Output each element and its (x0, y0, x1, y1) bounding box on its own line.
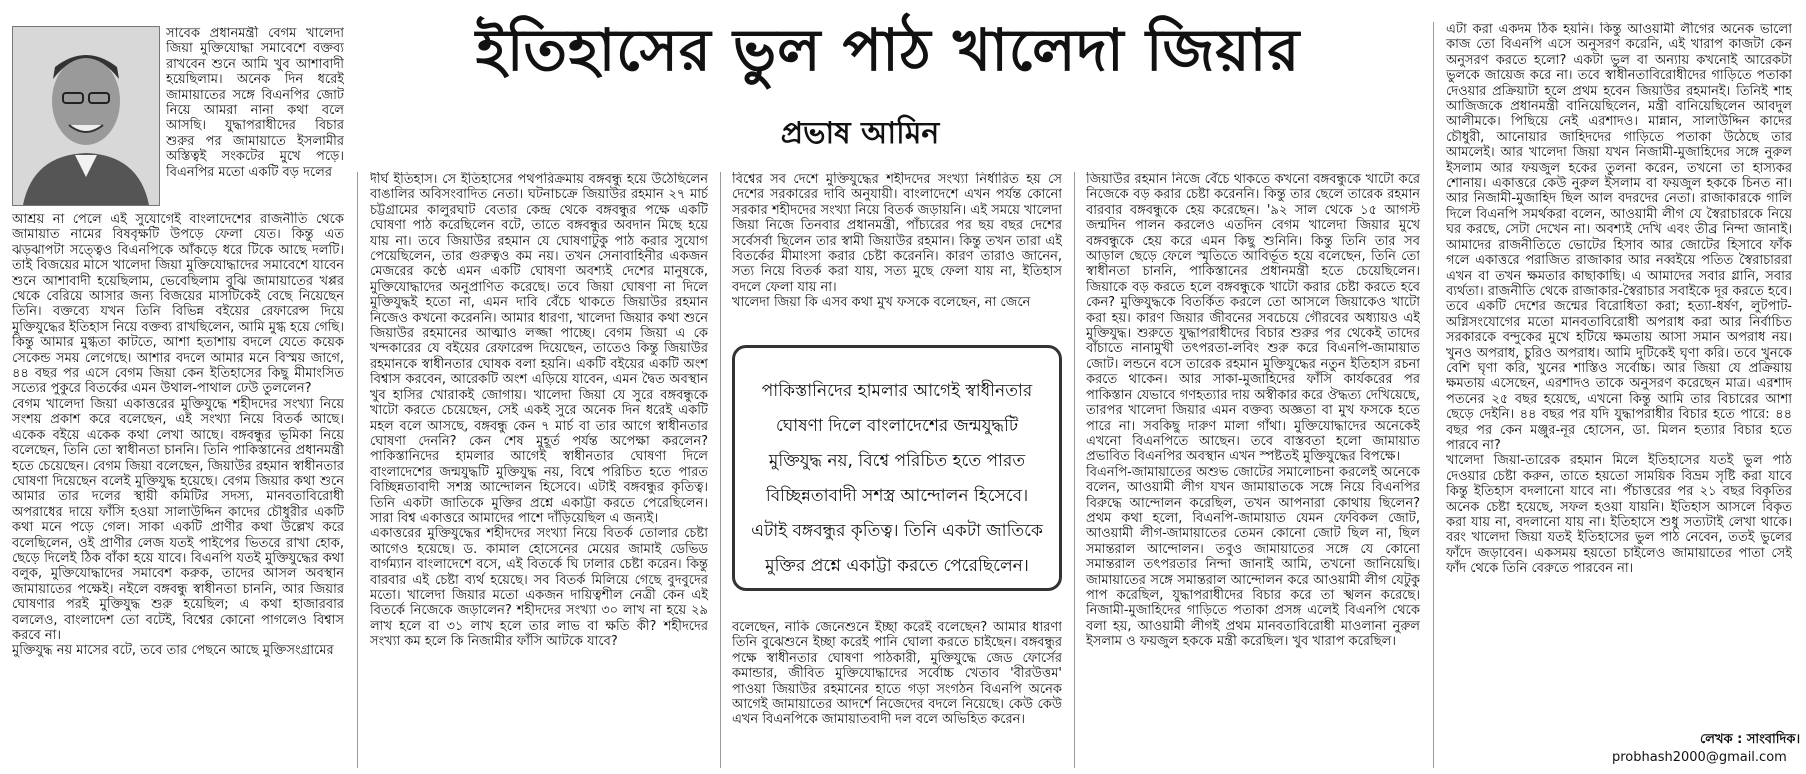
column-5 (1446, 22, 1792, 724)
author-note: লেখক : সাংবাদিক। (1700, 732, 1801, 747)
column-divider (720, 172, 721, 768)
byline: প্রভাষ আমিন (780, 116, 940, 151)
column-4 (1086, 172, 1420, 768)
column-divider (1433, 22, 1434, 768)
column-1-beside-photo (166, 26, 344, 208)
column-text: সাবেক প্রধানমন্ত্রী বেগম খালেদা জিয়া মুক্তিযোদ্ধা সমাবেশে বক্তব্য রাখবেন শুনে আমি খুব আশাবাদী হয়েছিলাম। অনেক দিন ধরেই জামায়াতের সঙ্গে বিএনপির জোট নিয়ে আমরা নানা কথা বলে আসছি। যুদ্ধাপরাধীদের বিচার শুরুর পর জামায়াতে ইসলামীর অস্তিত্বই সংকটের মুখে পড়ে। বিএনপির মতো একটি বড় দলের (166, 26, 344, 180)
column-divider (357, 172, 358, 768)
column-text: দীর্ঘ ইতিহাস। সে ইতিহাসের পথপরিক্রমায় বঙ্গবন্ধু হয়ে উঠেছিলেন বাঙালির অবিসংবাদিত নেতা। ঘটনাচক্রে জিয়াউর রহমান ২৭ মার্চ চট্টগ্রামের কালুরঘাট বেতার কেন্দ্র থেকে বঙ্গবন্ধুর পক্ষে একটি ঘোষণা পাঠ করেছিলেন বটে, তাতে বঙ্গবন্ধুর অবদান মিছে হয়ে যায় না। তবে জিয়াউর রহমান যে ঘোষণাটুকু পাঠ করার সুযোগ পেয়েছিলেন, তার গুরুত্বও কম নয়। তখন সেনাবাহিনীর একজন মেজরের কণ্ঠে এমন একটি ঘোষণা অবশ্যই দেশের মানুষকে, মুক্তিযোদ্ধাদের অনুপ্রাণিত করেছে। তবে জিয়া ঘোষণা না দিলে মুক্তিযুদ্ধই হতো না, এমন দাবি বেঁচে থাকতে জিয়াউর রহমান নিজেও কখনো করেননি। আমার ধারণা, খালেদা জিয়ার কথা শুনে জিয়াউর রহমানের আত্মাও লজ্জা পাচ্ছে। বেগম জিয়া এ কে খন্দকারের যে বইয়ের রেফারেন্স দিয়েছেন, তাতেও কিন্তু জিয়াউর রহমানকে স্বাধীনতার ঘোষক বলা হয়নি। একটি বইয়ের একটি অংশ বিশ্বাস করবেন, আরেকটি অংশ এড়িয়ে যাবেন, এমন দ্বৈত অবস্থান খুব হাসির খোরাকই জোগায়। খালেদা জিয়া যে সুরে বঙ্গবন্ধুকে খাটো করতে চেয়েছেন, সেই একই সুরে অনেক দিন ধরেই একটি মহল বলে আসছে, বঙ্গবন্ধু কেন ৭ মার্চ বা তার আগে স্বাধীনতার ঘোষণা দেননি? কেন শেষ মুহূর্ত পর্যন্ত অপেক্ষা করলেন? পাকিস্তানিদের হামলার আগেই স্বাধীনতার ঘোষণা দিলে বাংলাদেশের জন্মযুদ্ধটি মুক্তিযুদ্ধ নয়, বিশ্বে পরিচিত হতে পারত বিচ্ছিন্নতাবাদী সশস্ত্র আন্দোলন হিসেবে। এটাই বঙ্গবন্ধুর কৃতিত্ব। তিনি একটা জাতিকে মুক্তির প্রশ্নে একাট্টা করতে পেরেছিলেন। সারা বিশ্ব একাত্তরে আমাদের পাশে দাঁড়িয়েছিল এ জন্যই। একাত্তরের মুক্তিযুদ্ধের শহীদদের সংখ্যা নিয়ে বিতর্ক তোলার চেষ্টা আগেও হয়েছে। ড. কামাল হোসেনের মেয়ের জামাই ডেভিড বার্গম্যান বাংলাদেশে বসে, এই বিতর্কে ঘি ঢালার চেষ্টা করেন। কিন্তু বারবার এই চেষ্টা ব্যর্থ হয়েছে। সব বিতর্ক মিলিয়ে গেছে বুদবুদের মতো। খালেদা জিয়ার মতো একজন দায়িত্বশীল নেত্রী কেন এই বিতর্কে নিজেকে জড়ালেন? শহীদদের সংখ্যা ৩০ লাখ না হয়ে ২৯ লাখ হলে বা ৩১ লাখ হলে তার লাভ বা ক্ষতি কী? শহীদদের সংখ্যা কম হলে কি নিজামীর ফাঁসি আটকে যাবে? (370, 172, 708, 650)
column-text: বিশ্বের সব দেশে মুক্তিযুদ্ধের শহীদদের সংখ্যা নির্ধারিত হয় সে দেশের সরকারের দাবি অনুযায়ী। বাংলাদেশে এখন পর্যন্ত কোনো সরকার শহীদদের সংখ্যা নিয়ে বিতর্ক জড়ায়নি। এই সময়ে খালেদা জিয়া নিজে তিনবার প্রধানমন্ত্রী, পাঁচ্যরের পর ছয় বছর দেশের সর্বেসর্বা ছিলেন তার স্বামী জিয়াউর রহমান। কিন্তু তখন তারা এই বিতর্কের মীমাংসা করার চেষ্টা করেননি। কারণ তারাও জানেন, সত্য নিয়ে বিতর্ক করা যায়, সত্য মুছে ফেলা যায় না, ইতিহাস বদলে ফেলা যায় না। খালেদা জিয়া কি এসব কথা মুখ ফসকে বলেছেন, না জেনে (732, 172, 1062, 311)
column-text: জিয়াউর রহমান নিজে বেঁচে থাকতে কখনো বঙ্গবন্ধুকে খাটো করে নিজেকে বড় করার চেষ্টা করেননি। কিন্তু তার ছেলে তারেক রহমান বারবার বঙ্গবন্ধুকে হেয় করেছেন। '৯২ সাল থেকে ১৫ আগস্ট জন্মদিন পালন করলেও এতদিন বেগম খালেদা জিয়ার মুখে বঙ্গবন্ধুকে হেয় করে এমন কিছু শুনিনি। কিন্তু তিনি তার সব আড়াল ছেড়ে ফেলে স্মৃতিতে আবির্ভূত হয়ে বলেছেন, তিনি তো স্বাধীনতা চাননি, পাকিস্তানের প্রধানমন্ত্রী হতে চেয়েছিলেন। জিয়াকে বড় করতে হলে বঙ্গবন্ধুকে খাটো করার চেষ্টা করতে হবে কেন? মুক্তিযুদ্ধকে বিতর্কিত করলে তো আসলে জিয়াকেও খাটো করা হয়। কারণ জিয়ার জীবনের সবচেয়ে গৌরবের অধ্যায়ও এই মুক্তিযুদ্ধ। শুরুতে যুদ্ধাপরাধীদের বিচার শুরুর পর থেকেই তাদের বাঁচাতে নানামুখী তৎপরতা-লবিং শুরু করে বিএনপি-জামায়াত জোট। লন্ডনে বসে তারেক রহমান মুক্তিযুদ্ধের নতুন ইতিহাস রচনা করতে থাকেন। আর সাকা-মুজাহিদের ফাঁসি কার্যকরের পর পাকিস্তান যেভাবে গণহত্যার দায় অস্বীকার করে ঔদ্ধত্য দেখিয়েছে, তারপর খালেদা জিয়ার এমন বক্তব্য অজ্ঞতা বা মুখ ফসকে হতে পারে না। সবকিছু দারুণ মালা গাঁথা। মুক্তিযোদ্ধাদের অনেকেই এখনো বিএনপিতে আছেন। তবে বাস্তবতা হলো জামায়াত প্রভাবিত বিএনপির অবস্থান এখন স্পষ্টতই মুক্তিযুদ্ধের বিপক্ষে। বিএনপি-জামায়াতের অশুভ জোটের সমালোচনা করলেই অনেকে বলেন, আওয়ামী লীগ যখন জামায়াতকে সঙ্গে নিয়ে বিএনপির বিরুদ্ধে আন্দোলন করেছিল, তখন আপনারা কোথায় ছিলেন? প্রথম কথা হলো, বিএনপি-জামায়াত যেমন ফেবিকল জোট, আওয়ামী লীগ-জামায়াতের তেমন কোনো জোট ছিল না, ছিল সমান্তরাল আন্দোলন। তবুও জামায়াতের সঙ্গে যে কোনো সমান্তরাল তৎপরতার নিন্দা জানাই আমি, তখনো জানিয়েছি। জামায়াতের সঙ্গে সমান্তরাল আন্দোলন করে আওয়ামী লীগ যেটুকু পাপ করেছিল, যুদ্ধাপরাধীদের বিচার করে তা স্খলন করেছে। নিজামী-মুজাহিদের গাড়িতে পতাকা প্রসঙ্গ এলেই বিএনপি থেকে বলা হয়, আওয়ামী লীগই প্রথম মানবতাবিরোধী মাওলানা নুরুল ইসলাম ও ফয়জুল হককে মন্ত্রী করেছিল। খুব খারাপ করেছিল। (1086, 172, 1420, 650)
column-1 (12, 212, 344, 768)
column-2 (370, 172, 708, 768)
column-3-top (732, 172, 1062, 338)
author-photo (12, 26, 160, 206)
column-text: আশ্রয় না পেলে এই সুযোগেই বাংলাদেশের রাজনীতি থেকে জামায়াত নামের বিষবৃক্ষটি উপড়ে ফেলা যেত। কিন্তু এত ঝড়ঝাপটা সত্ত্বেও বিএনপিকে আঁকড়ে ধরে টিকে আছে দলটি। তাই বিজয়ের মাসে খালেদা জিয়া মুক্তিযোদ্ধাদের সমাবেশে যাবেন শুনে আশাবাদী হয়েছিলাম, ভেবেছিলাম বুঝি জামায়াতের খপ্পর থেকে বেরিয়ে আসার জন্য বিজয়ের মাসটিকেই বেছে নিয়েছেন তিনি। বক্তব্যে যখন তিনি বিভিন্ন বইয়ের রেফারেন্স দিয়ে মুক্তিযুদ্ধের ইতিহাস নিয়ে বক্তব্য রাখছিলেন, আমি মুগ্ধ হয়ে গেছি। কিন্তু আমার মুগ্ধতা কাটতে, আশা হতাশায় বদলে যেতে কয়েক সেকেন্ড সময় লেগেছে। আশার বদলে আমার মনে বিস্ময় জাগে, ৪৪ বছর পর এসে বেগম জিয়া কেন ইতিহাসের কিছু মীমাংসিত সত্যের পুকুরে বিতর্কের এমন উথাল-পাথাল ঢেউ তুললেন? বেগম খালেদা জিয়া একাত্তরের মুক্তিযুদ্ধে শহীদদের সংখ্যা নিয়ে সংশয় প্রকাশ করে বলেছেন, এই সংখ্যা নিয়ে বিতর্ক আছে। একেক বইয়ে একেক কথা লেখা আছে। বঙ্গবন্ধুর ভূমিকা নিয়ে বলেছেন, তিনি তো স্বাধীনতা চাননি। তিনি পাকিস্তানের প্রধানমন্ত্রী হতে চেয়েছেন। বেগম জিয়া বলেছেন, জিয়াউর রহমান স্বাধীনতার ঘোষণা দিয়েছেন বলেই মুক্তিযুদ্ধ হয়েছে। বেগম জিয়ার কথা শুনে আমার তার দলের স্থায়ী কমিটির সদস্য, মানবতাবিরোধী অপরাধের দায়ে ফাঁসি হওয়া সালাউদ্দিন কাদের চৌধুরীর একটি কথা মনে পড়ে গেল। সাকা একটি প্রাণীর কথা উল্লেখ করে বলেছিলেন, ওই প্রাণীর লেজ যতই পাইপের ভিতরে রাখা হোক, ছেড়ে দিলেই ঠিক বাঁকা হয়ে যাবে। বিএনপি যতই মুক্তিযুদ্ধের কথা বলুক, মুক্তিযোদ্ধাদের সমাবেশ করুক, তাদের আসল অবস্থান জামায়াতের পক্ষেই। নইলে বঙ্গবন্ধু স্বাধীনতা চাননি, আর জিয়ার ঘোষণার পরই মুক্তিযুদ্ধ শুরু হয়েছিল; এ কথা হাজারবার বললেও, বাংলাদেশ তো বটেই, বিশ্বের কোনো পাগলেও বিশ্বাস করবে না। মুক্তিযুদ্ধ নয় মাসের বটে, তবে তার পেছনে আছে মুক্তিসংগ্রামের (12, 212, 344, 659)
column-text: এটা করা একদম ঠিক হয়নি। কিন্তু আওয়ামী লীগের অনেক ভালো কাজ তো বিএনপি এসে অনুসরণ করেনি, এই খারাপ কাজটা কেন অনুসরণ করতে হলো? একটা ভুল বা অন্যায় কখনোই আরেকটা ভুলকে জায়েজ করে না। তবে স্বাধীনতাবিরোধীদের গাড়িতে পতাকা দেওয়ার প্রক্রিয়াটা হলে প্রথম হবেন জিয়াউর রহমানই। তিনিই শাহ আজিজকে প্রধানমন্ত্রী বানিয়েছিলেন, মন্ত্রী বানিয়েছিলেন আবদুল আলীমকে। পিছিয়ে নেই এরশাদও। মান্নান, সালাউদ্দিন কাদের চৌধুরী, আনোয়ার জাহিদদের গাড়িতে পতাকা উঠেছে তার আমলেই। আর খালেদা জিয়া যখন নিজামী-মুজাহিদের সঙ্গে নুরুল ইসলাম আর ফয়জুল হকের তুলনা করেন, তখনো তা হাস্যকর শোনায়। একাত্তরে কেউ নুরুল ইসলাম বা ফয়জুল হককে চিনত না। আর নিজামী-মুজাহিদ ছিল আল বদরদের নেতা। রাজাকারকে গালি দিলে বিএনপি সমর্থকরা বলেন, আওয়ামী লীগ যে স্বৈরাচারকে নিয়ে ঘর করছে, সেটা দেখেন না। অবশ্যই দেখি এবং তীব্র নিন্দা জানাই। আমাদের রাজনীতিতে ভোটের হিসাব আর জোটের হিসাবে ফাঁক গলে একাত্তরে পরাজিত রাজাকার আর নব্বইয়ে পতিত স্বৈরাচাররা এখন বা তখন ক্ষমতার কাছাকাছি। এ আমাদের সবার গ্লানি, সবার ব্যর্থতা। রাজনীতি থেকে রাজাকার-স্বৈরাচার সবাইকে দূর করতে হবে। তবে একটি দেশের জন্মের বিরোধিতা করা; হত্যা-ধর্ষণ, লুটপাট-অগ্নিসংযোগের মতো মানবতাবিরোধী অপরাধ করা আর নির্বাচিত সরকারকে বন্দুকের মুখে হটিয়ে ক্ষমতায় আসা সমান অপরাধ নয়। খুনও অপরাধ, চুরিও অপরাধ। আমি দুটিকেই ঘৃণা করি। তবে খুনকে বেশি ঘৃণা করি, খুনের শাস্তিও সর্বোচ্চ। আর জিয়া যে প্রক্রিয়ায় ক্ষমতায় এসেছেন, এরশাদও তাকে অনুসরণ করেছেন মাত্র। এরশাদ পতনের ২৫ বছর হয়েছে, এখনো কিন্তু আমি তার বিচারের আশা ছেড়ে দেইনি। ৪৪ বছর পর যদি যুদ্ধাপরাধীর বিচার হতে পারে: ৪৪ বছর পর কেন মঞ্জুর-নূর হোসেন, ডা. মিলন হত্যার বিচার হতে পারবে না? খালেদা জিয়া-তারেক রহমান মিলে ইতিহাসের যতই ভুল পাঠ দেওয়ার চেষ্টা করুন, তাতে হয়তো সাময়িক বিভ্রম সৃষ্টি করা যাবে কিন্তু ইতিহাস বদলানো যাবে না। পঁচাত্তরের পর ২১ বছর বিকৃতির অনেক চেষ্টা হয়েছে, সফল হওয়া যায়নি। ইতিহাস আসলে বিকৃত করা যায় না, বদলানো যায় না। ইতিহাসে শুধু সত্যটাই লেখা থাকে। বরং খালেদা জিয়া যতই ইতিহাসের ভুল পাঠ নেবেন, ততই ভুলের ফাঁদে জড়াবেন। একসময় হয়তো চাইলেও জামায়াতের পাতা সেই ফাঁদ থেকে তিনি বেরুতে পারবেন না। (1446, 22, 1792, 577)
headline: ইতিহাসের ভুল পাঠ খালেদা জিয়ার (475, 16, 1301, 84)
pull-quote (732, 345, 1062, 591)
column-text: বলেছেন, নাকি জেনেশুনে ইচ্ছা করেই বলেছেন? আমার ধারণা তিনি বুঝেশুনে ইচ্ছা করেই পানি ঘোলা করতে চাইছেন। বঙ্গবন্ধুর পক্ষে স্বাধীনতার ঘোষণা পাঠকারী, মুক্তিযুদ্ধে জেড ফোর্সের কমান্ডার, জীবিত মুক্তিযোদ্ধাদের সর্বোচ্চ খেতাব 'বীরউত্তম' পাওয়া জিয়াউর রহমানের হাতে গড়া সংগঠন বিএনপি অনেক আগেই জামায়াতের আদর্শে নিজেদের বদলে নিয়েছে। কেউ কেউ এখন বিএনপিকে জামায়াতবাদী দল বলে অভিহিত করেন। (732, 620, 1062, 728)
author-email: probhash2000@gmail.com (1612, 750, 1787, 765)
column-3-bottom (732, 620, 1062, 768)
column-divider (1074, 172, 1075, 768)
portrait-photo-icon (13, 27, 159, 205)
pull-quote-text: পাকিস্তানিদের হামলার আগেই স্বাধীনতার ঘোষণা দিলে বাংলাদেশের জন্মযুদ্ধটি মুক্তিযুদ্ধ নয়, বিশ্বে পরিচিত হতে পারত বিচ্ছিন্নতাবাদী সশস্ত্র আন্দোলন হিসেবে। এটাই বঙ্গবন্ধুর কৃতিত্ব। তিনি একটা জাতিকে মুক্তির প্রশ্নে একাট্টা করতে পেরেছিলেন। (751, 381, 1043, 576)
